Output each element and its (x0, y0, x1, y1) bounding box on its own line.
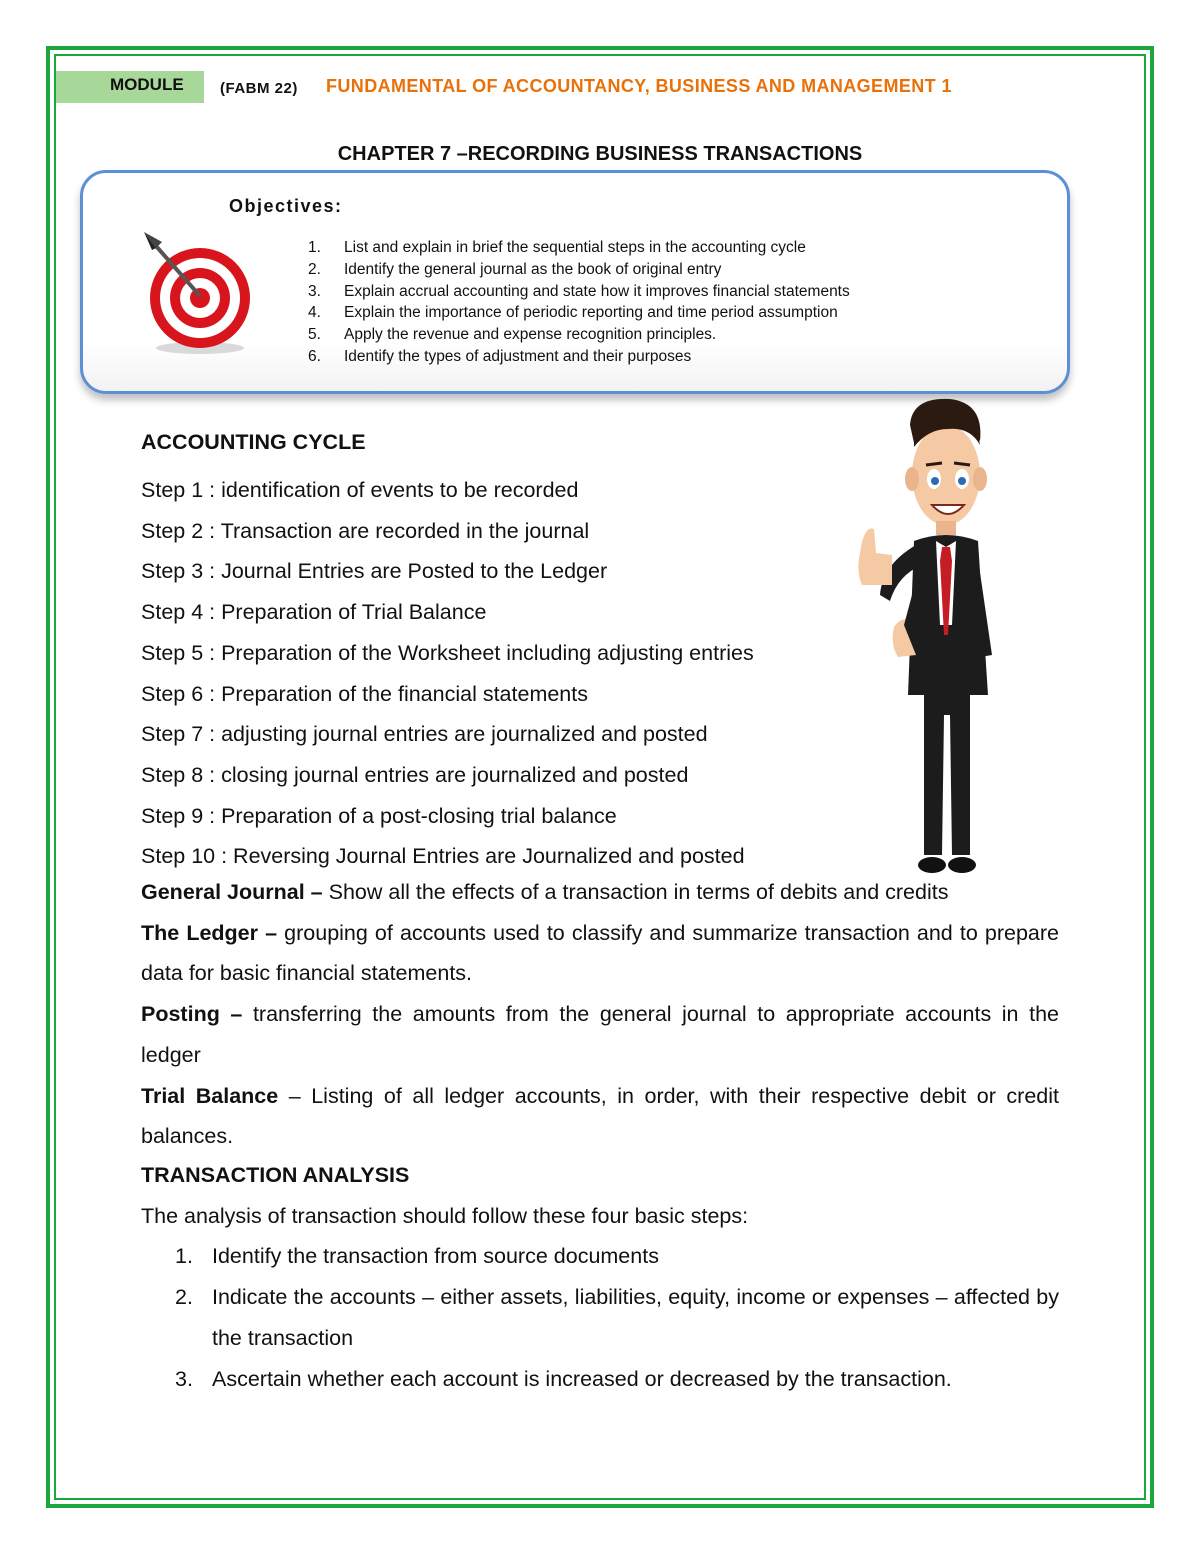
transaction-analysis-intro: The analysis of transaction should follow these four basic steps: (141, 1203, 749, 1228)
cycle-step: Step 7 : adjusting journal entries are journalized and posted (141, 722, 708, 747)
module-label: MODULE (56, 71, 204, 103)
objectives-list (308, 237, 850, 368)
chapter-title: CHAPTER 7 –RECORDING BUSINESS TRANSACTIONS (337, 143, 863, 165)
analysis-step: 2. Indicate the accounts – either assets, liabilities, equity, income or expenses – affected by the transaction (175, 1285, 1059, 1350)
objective-item: 6. Identify the types of adjustment and their purposes (308, 347, 692, 365)
definition-posting: Posting – transferring the amounts from the general journal to appropriate accounts in the ledger (141, 1002, 1059, 1067)
objective-item: 2. Identify the general journal as the book of original entry (308, 260, 722, 278)
definitions (141, 872, 1059, 1157)
cycle-step: Step 9 : Preparation of a post-closing trial balance (141, 803, 617, 828)
objective-item: 5. Apply the revenue and expense recognition principles. (308, 326, 717, 344)
accounting-cycle-steps (141, 470, 754, 877)
dart-target-icon (136, 226, 254, 356)
transaction-analysis-steps (141, 1236, 1059, 1399)
cycle-step: Step 2 : Transaction are recorded in the journal (141, 518, 590, 543)
objective-item: 1. List and explain in brief the sequential steps in the accounting cycle (308, 239, 806, 256)
cycle-step: Step 10 : Reversing Journal Entries are Journalized and posted (141, 844, 745, 869)
course-code: (FABM 22) (220, 80, 298, 97)
course-title: FUNDAMENTAL OF ACCOUNTANCY, BUSINESS AND MANAGEMENT 1 (326, 76, 952, 96)
objective-item: 4. Explain the importance of periodic reporting and time period assumption (308, 304, 838, 322)
definition-ledger: The Ledger – grouping of accounts used to classify and summarize transaction and to prepare data for basic financial statements. (141, 920, 1059, 986)
cycle-step: Step 4 : Preparation of Trial Balance (141, 600, 487, 625)
cycle-step: Step 5 : Preparation of the Worksheet including adjusting entries (141, 640, 754, 665)
businessman-thumbs-up-icon (852, 395, 1012, 895)
analysis-step: 3. Ascertain whether each account is increased or decreased by the transaction. (175, 1366, 952, 1391)
transaction-analysis-heading: TRANSACTION ANALYSIS (141, 1163, 410, 1187)
cycle-step: Step 6 : Preparation of the financial statements (141, 681, 588, 706)
definition-trial-balance: Trial Balance – Listing of all ledger accounts, in order, with their respective debit or credit balances. (141, 1083, 1060, 1149)
cycle-step: Step 3 : Journal Entries are Posted to the Ledger (141, 559, 608, 584)
analysis-step: 1. Identify the transaction from source documents (175, 1244, 659, 1269)
cycle-step: Step 8 : closing journal entries are journalized and posted (141, 762, 689, 787)
objectives-heading: Objectives: (229, 196, 343, 216)
definition-general-journal: General Journal – Show all the effects of a transaction in terms of debits and credits (141, 880, 949, 904)
accounting-cycle-heading: ACCOUNTING CYCLE (141, 430, 366, 454)
objective-item: 3. Explain accrual accounting and state how it improves financial statements (308, 282, 850, 300)
transaction-analysis (141, 1155, 1059, 1399)
cycle-step: Step 1 : identification of events to be recorded (141, 478, 579, 502)
